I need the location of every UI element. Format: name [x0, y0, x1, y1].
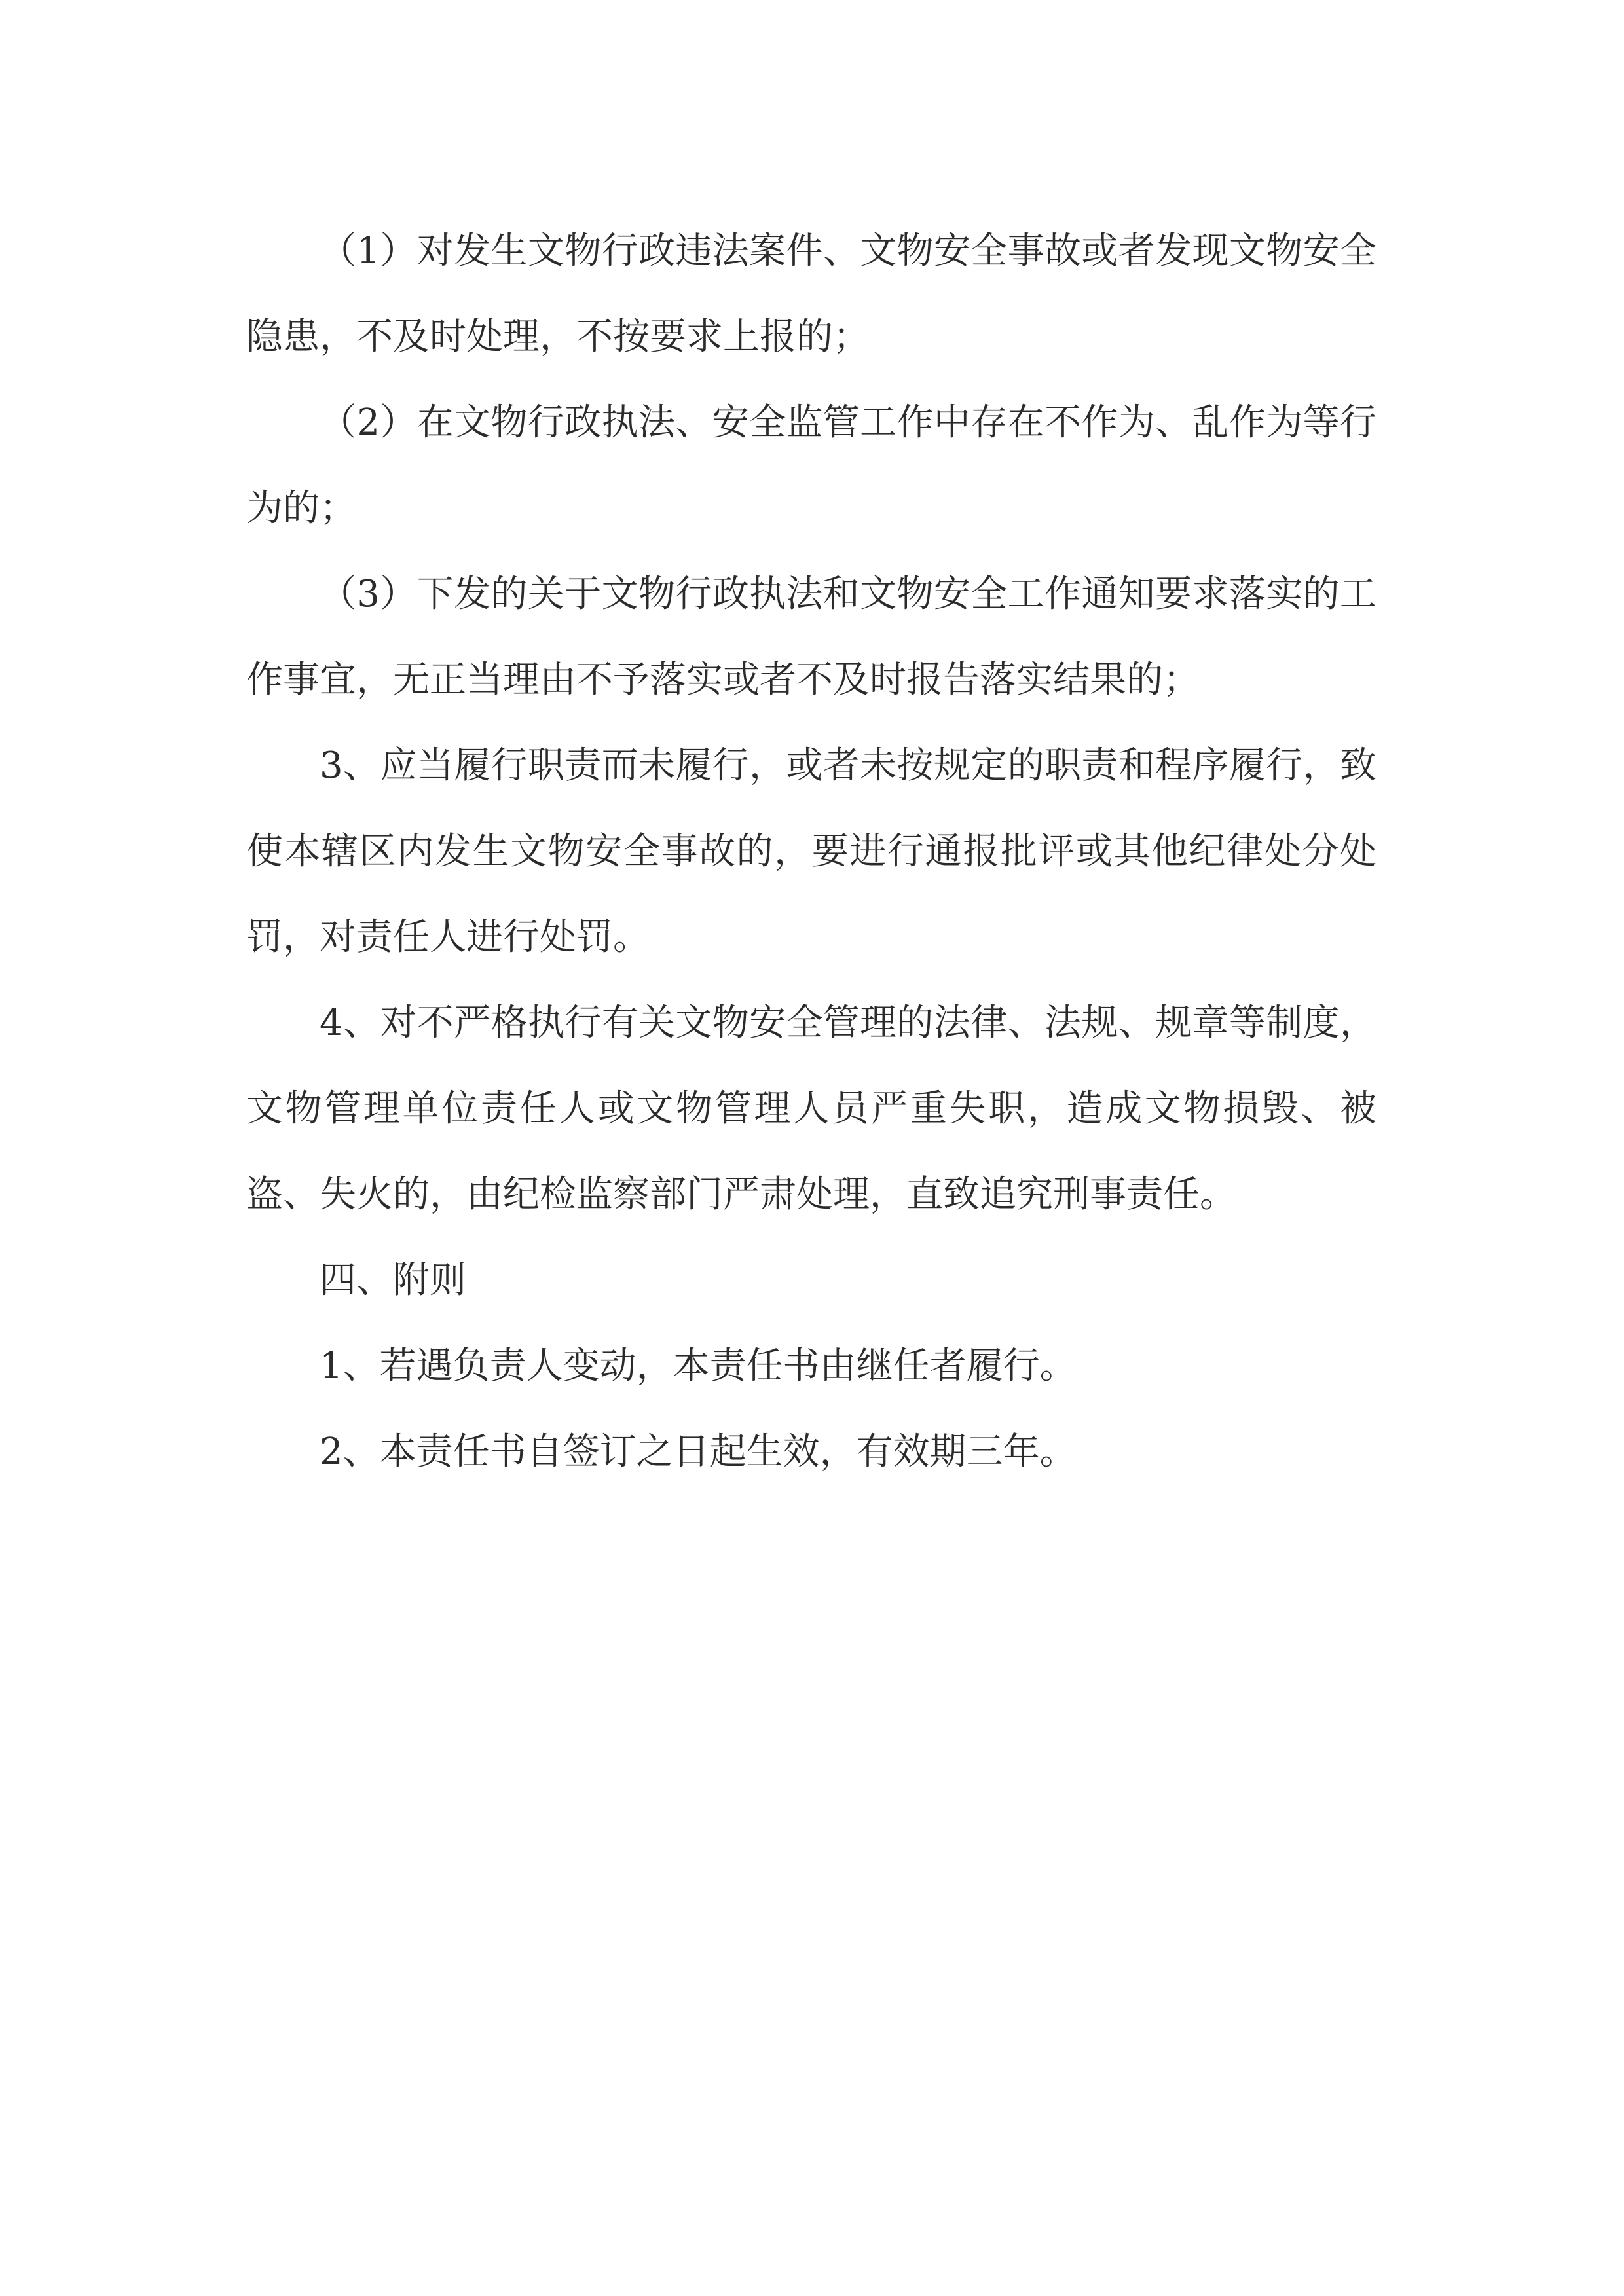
section-heading-appendix: 四、附则 — [320, 1259, 466, 1302]
paragraph-appendix-2: 2、本责任书自签订之日起生效，有效期三年。 — [320, 1430, 1077, 1473]
paragraph-clause-3: 3、应当履行职责而未履行，或者未按规定的职责和程序履行，致使本辖区内发生文物安全事故的，要进行通报批评或其他纪律处分处罚，对责任人进行处罚。 — [246, 744, 1376, 958]
paragraph-item-1-1: （1）对发生文物行政违法案件、文物安全事故或者发现文物安全隐患，不及时处理，不按要求上报的； — [246, 230, 1376, 358]
document-body — [246, 208, 1376, 1495]
paragraph-clause-4: 4、对不严格执行有关文物安全管理的法律、法规、规章等制度，文物管理单位责任人或文物管理人员严重失职，造成文物损毁、被盗、失火的，由纪检监察部门严肃处理，直致追究刑事责任。 — [246, 1002, 1376, 1216]
paragraph-item-1-2: （2）在文物行政执法、安全监管工作中存在不作为、乱作为等行为的； — [246, 401, 1376, 530]
paragraph-item-1-3: （3）下发的关于文物行政执法和文物安全工作通知要求落实的工作事宜，无正当理由不予落实或者不及时报告落实结果的； — [246, 573, 1376, 701]
paragraph-appendix-1: 1、若遇负责人变动，本责任书由继任者履行。 — [320, 1345, 1077, 1387]
